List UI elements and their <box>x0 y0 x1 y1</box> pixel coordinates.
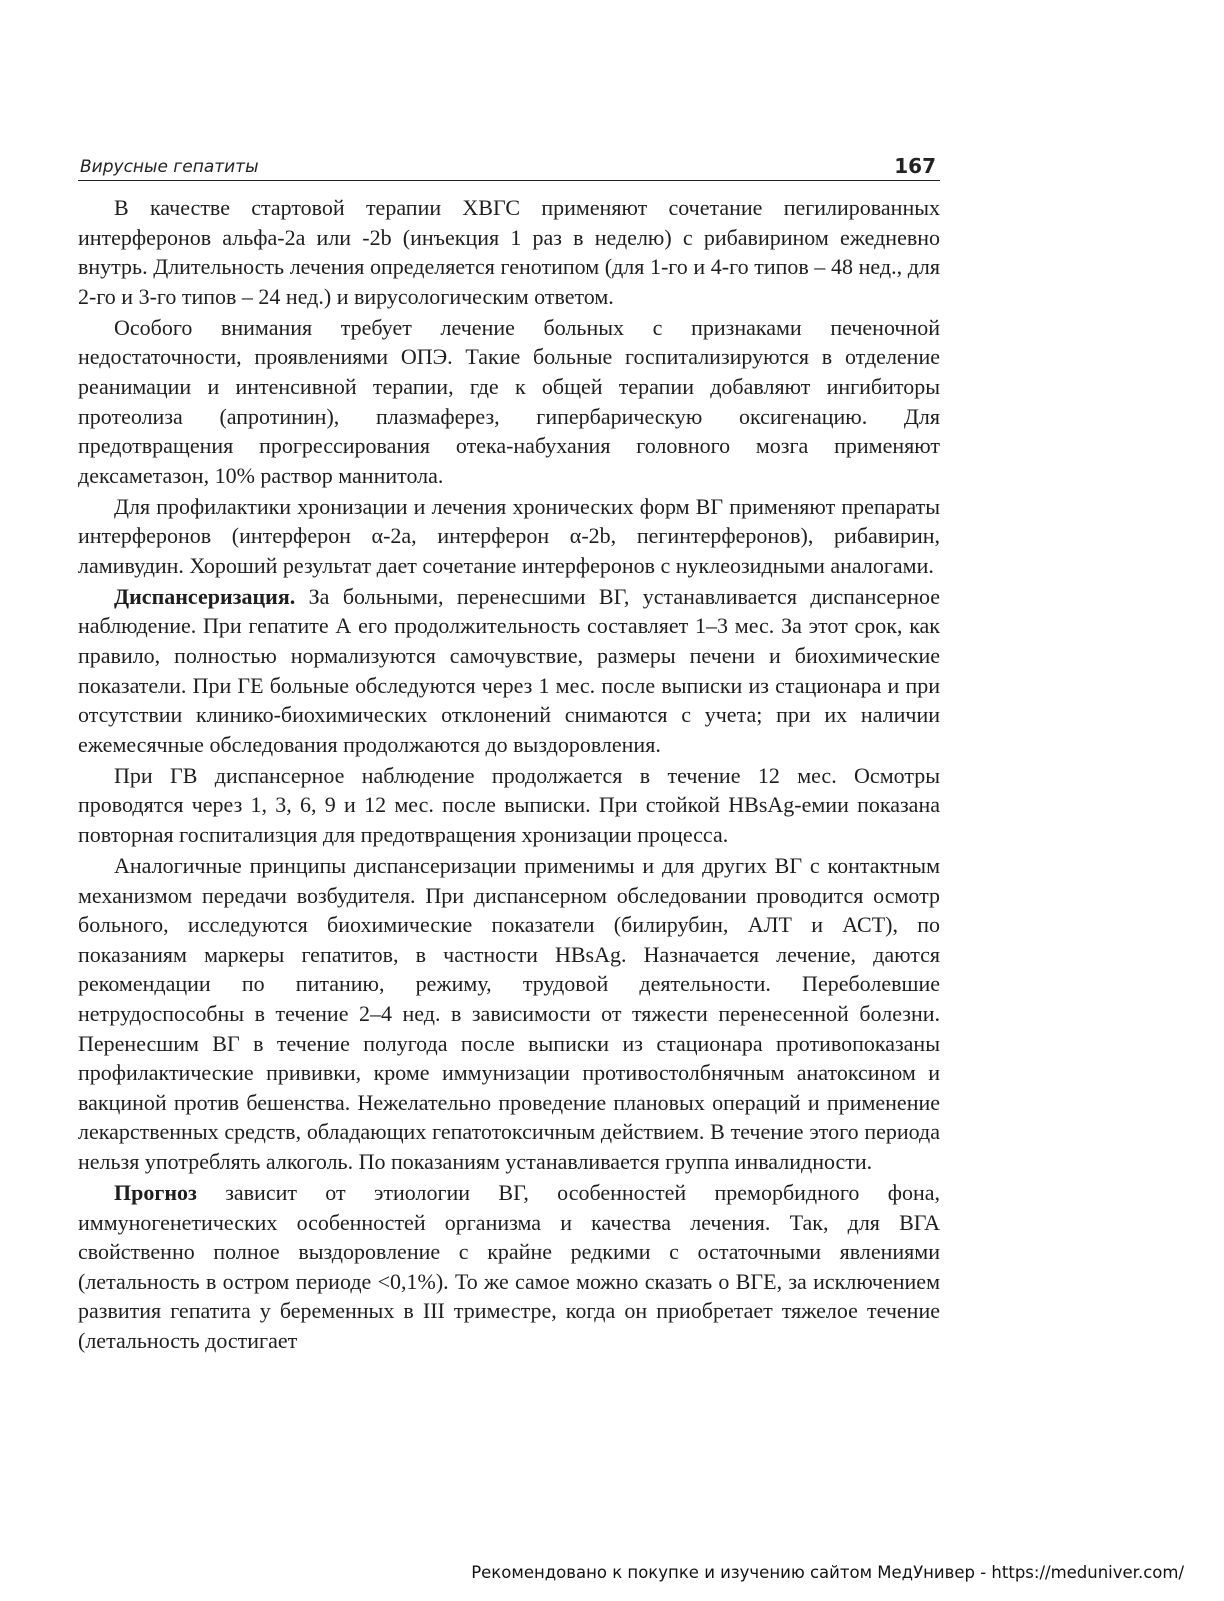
paragraph-prognosis <box>78 1178 940 1356</box>
paragraph-liver-failure <box>78 313 940 491</box>
running-header <box>78 150 940 181</box>
paragraph-text: Аналогичные принципы диспансеризации применимы и для других ВГ с контактным механизмом передачи возбудителя. При диспансерном обследовании проводится осмотр больного, исследуются биохимические показатели (билирубин, АЛТ и АСТ), по показаниям маркеры гепатитов, в частности HBsAg. Назначается лечение, даются рекомендации по питанию, режиму, трудовой деятельности. Переболевшие нетрудоспособны в течение 2–4 нед. в зависимости от тяжести перенесенной болезни. Перенесшим ВГ в течение полугода после выписки из стационара противопоказаны профилактические прививки, кроме иммунизации противостолбнячным анатоксином и вакциной против бешенства. Нежелательно проведение плановых операций и применение лекарственных средств, обладающих гепатотоксичным действием. В течение этого периода нельзя употреблять алкоголь. По показаниям устанавливается группа инвалидности. <box>78 853 940 1174</box>
paragraph-dispensary <box>78 582 940 760</box>
section-title: Вирусные гепатиты <box>80 157 259 177</box>
run-in-heading-prognosis: Прогноз <box>114 1179 197 1205</box>
paragraph-hepatitis-b <box>78 761 940 850</box>
footer-note: Рекомендовано к покупке и изучению сайтом МедУнивер - https://meduniver.com/ <box>471 1563 1184 1582</box>
body-text <box>78 193 940 1357</box>
paragraph-text: В качестве стартовой терапии ХВГС применяют сочетание пегилированных интерферонов альфа-2a или -2b (инъекция 1 раз в неделю) с рибавирином ежедневно внутрь. Длительность лечения определяется генотипом (для 1-го и 4-го типов – 48 нед., для 2-го и 3-го типов – 24 нед.) и вирусологическим ответом. <box>78 195 940 309</box>
paragraph-prophylaxis <box>78 492 940 581</box>
paragraph-text: За больными, перенесшими ВГ, устанавливается диспансерное наблюдение. При гепатите А его продолжительность составляет 1–3 мес. За этот срок, как правило, полностью нормализуются самочувствие, размеры печени и биохимические показатели. При ГЕ больные обследуются через 1 мес. после выписки из стационара и при отсутствии клинико-биохимических отклонений снимаются с учета; при их наличии ежемесячные обследования продолжаются до выздоровления. <box>78 583 940 757</box>
page-number: 167 <box>894 154 936 178</box>
paragraph-contact-hepatitis <box>78 851 940 1177</box>
paragraph-text: Для профилактики хронизации и лечения хронических форм ВГ применяют препараты интерферонов (интерферон α-2a, интерферон α-2b, пегинтерферонов), рибавирин, ламивудин. Хороший результат дает сочетание интерферонов с нуклеозидными аналогами. <box>78 493 940 578</box>
paragraph-text: зависит от этиологии ВГ, особенностей преморбидного фона, иммуногенетических особенностей организма и качества лечения. Так, для ВГА свойственно полное выздоровление с крайне редкими с остаточными явлениями (летальность в остром периоде <0,1%). То же самое можно сказать о ВГЕ, за исключением развития гепатита у беременных в III триместре, когда он приобретает тяжелое течение (летальность достигает <box>78 1179 940 1353</box>
paragraph-text: При ГВ диспансерное наблюдение продолжается в течение 12 мес. Осмотры проводятся через 1, 3, 6, 9 и 12 мес. после выписки. При стойкой HBsAg-емии показана повторная госпитализция для предотвращения хронизации процесса. <box>78 762 940 848</box>
paragraph-text: Особого внимания требует лечение больных с признаками печеночной недостаточности, проявлениями ОПЭ. Такие больные госпитализируются в отделение реанимации и интенсивной терапии, где к общей терапии добавляют ингибиторы протеолиза (апротинин), плазмаферез, гипербарическую оксигенацию. Для предотвращения прогрессирования отека-набухания головного мозга применяют дексаметазон, 10% раствор маннитола. <box>78 314 940 488</box>
paragraph-therapy <box>78 193 940 311</box>
run-in-heading-dispensary: Диспансеризация. <box>114 583 296 609</box>
